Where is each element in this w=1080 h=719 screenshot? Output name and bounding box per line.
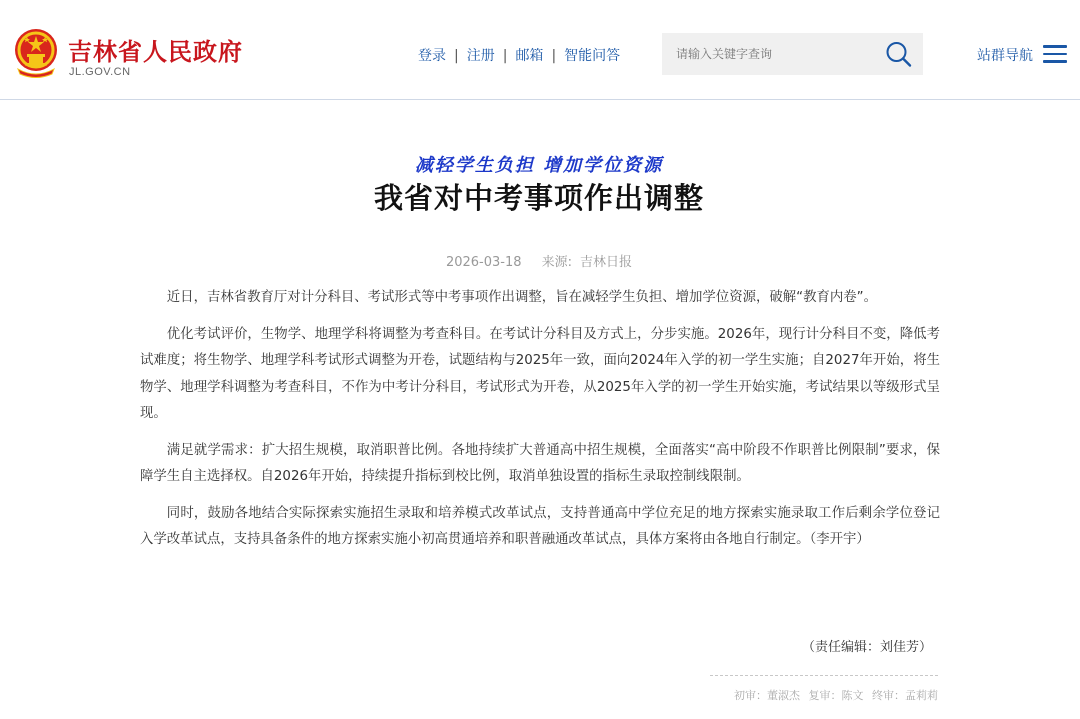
search-icon[interactable] (884, 40, 914, 68)
article-body (140, 285, 940, 564)
hamburger-menu-icon[interactable] (1043, 45, 1067, 65)
divider (710, 675, 938, 676)
national-emblem-icon[interactable] (12, 27, 60, 79)
article-paragraph: 近日，吉林省教育厅对计分科目、考试形式等中考事项作出调整，旨在减轻学生负担、增加学位资源，破解“教育内卷”。 (166, 290, 877, 305)
register-link[interactable]: 注册 (466, 48, 495, 64)
article-subtitle: 减轻学生负担 增加学位资源 (414, 155, 664, 176)
responsible-editor: （责任编辑：刘佳芳） (801, 640, 932, 655)
site-name[interactable]: 吉林省人民政府 (68, 38, 243, 66)
article-source: 吉林日报 (580, 255, 633, 270)
mail-link[interactable]: 邮箱 (515, 48, 544, 64)
article-paragraph: 满足就学需求：扩大招生规模，取消职普比例。各地持续扩大普通高中招生规模，全面落实“高中阶段不作职普比例限制”要求，保障学生自主选择权。自2026年开始，持续提升指标到校比例，取消单独设置的指标生录取控制线限制。 (140, 442, 940, 484)
top-links (418, 45, 620, 65)
article-paragraph: 优化考试评价，生物学、地理学科将调整为考查科目。在考试计分科目及方式上，分步实施。2026年，现行计分科目不变，降低考试难度；将生物学、地理学科考试形式调整为开卷，试题结构与2025年一致，面向2024年入学的初一学生实施；自2027年开始，将生物学、地理学科调整为考查科目，不作为中考计分科目，考试形式为开卷，从2025年入学的初一学生开始实施，考试结果以等级形式呈现。 (140, 326, 940, 421)
site-domain: JL.GOV.CN (69, 66, 131, 78)
link-separator: | (454, 48, 459, 64)
search-input[interactable] (662, 33, 874, 75)
reviewers (600, 687, 938, 703)
link-separator: | (502, 48, 508, 64)
login-link[interactable]: 登录 (418, 48, 446, 64)
article-meta (0, 251, 1078, 270)
search-box (662, 33, 923, 75)
second-reviewer: 复审：陈文 (808, 689, 864, 702)
site-nav-label[interactable]: 站群导航 (977, 48, 1033, 64)
article-paragraph: 同时，鼓励各地结合实际探索实施招生录取和培养模式改革试点，支持普通高中学位充足的地方探索实施录取工作后剩余学位登记入学改革试点，支持具备条件的地方探索实施小初高贯通培养和职普融通改革试点，具体方案将由各地自行制定。（李开宇） (140, 505, 940, 547)
link-separator: | (551, 48, 557, 64)
qa-link[interactable]: 智能问答 (564, 48, 621, 64)
article-date: 2026-03-18 (445, 255, 522, 270)
site-header (0, 0, 1080, 100)
first-reviewer: 初审：董淑杰 (734, 689, 800, 702)
final-reviewer: 终审：孟莉莉 (872, 689, 938, 702)
source-label: 来源: (541, 255, 573, 270)
article-title: 我省对中考事项作出调整 (373, 181, 704, 215)
